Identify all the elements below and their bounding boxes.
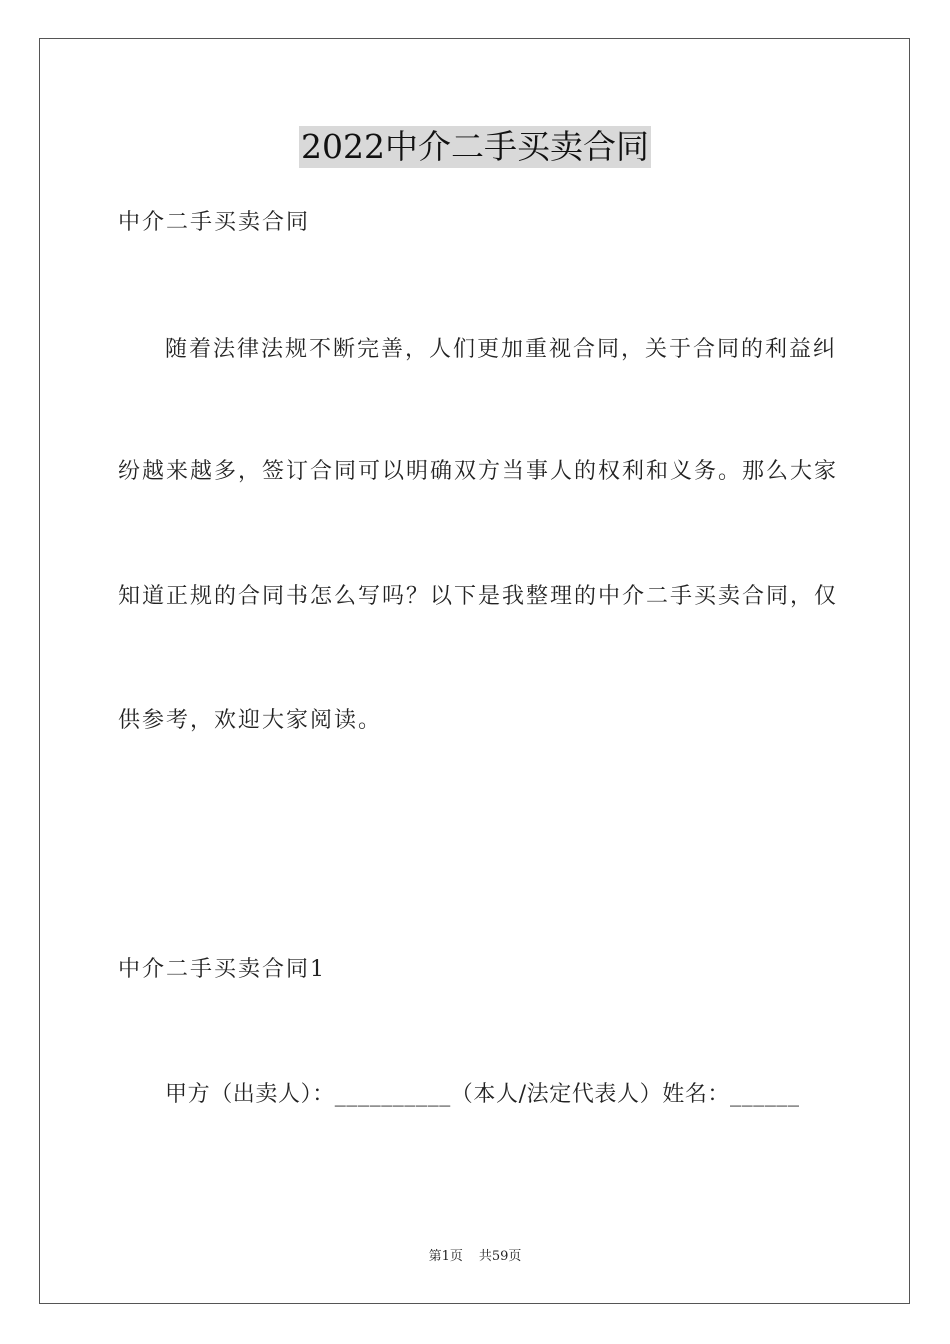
page-number-total: 共59页 — [478, 1249, 522, 1264]
page-number-current: 第1页 — [428, 1249, 463, 1264]
intro-line-3: 知道正规的合同书怎么写吗？以下是我整理的中介二手买卖合同，仅 — [118, 584, 839, 609]
title-container — [0, 126, 950, 168]
page-footer — [0, 1248, 950, 1266]
section-heading: 中介二手买卖合同1 — [118, 957, 326, 982]
document-title: 2022中介二手买卖合同 — [301, 127, 649, 166]
intro-line-2: 纷越来越多，签订合同可以明确双方当事人的权利和义务。那么大家 — [118, 459, 839, 484]
intro-line-4: 供参考，欢迎大家阅读。 — [118, 708, 383, 733]
party-a-line: 甲方（出卖人）：__________（本人/法定代表人）姓名：______ — [165, 1082, 800, 1107]
intro-line-1: 随着法律法规不断完善，人们更加重视合同，关于合同的利益纠 — [165, 337, 838, 362]
document-subtitle: 中介二手买卖合同 — [118, 210, 311, 235]
